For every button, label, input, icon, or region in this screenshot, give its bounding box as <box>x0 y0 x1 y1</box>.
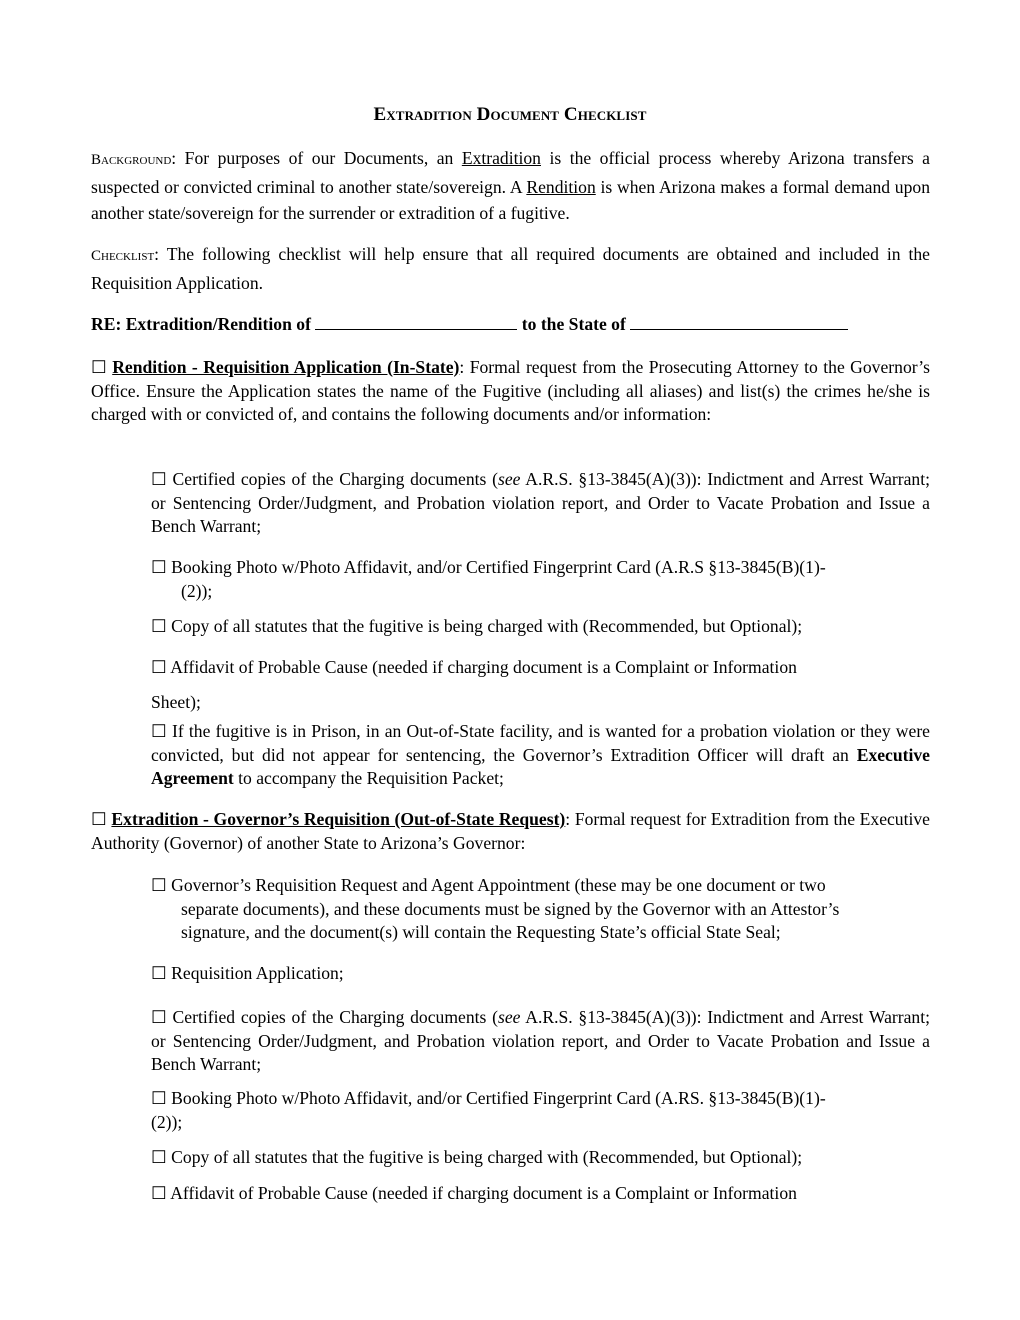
rendition-item-charging-docs: ☐ Certified copies of the Charging documents (see A.R.S. §13-3845(A)(3)): Indictment and Arrest Warrant; or Sentencing Order/Judgment, and Probation violation report, and Order to Vacate Probation and Issue a Bench Warrant; <box>151 469 930 536</box>
extradition-item-requisition-application: ☐ Requisition Application; <box>151 962 344 986</box>
state-field[interactable] <box>630 313 848 330</box>
rendition-item1-checkbox[interactable]: ☐ <box>151 469 167 489</box>
extradition-item-booking-photo: ☐ Booking Photo w/Photo Affidavit, and/or Certified Fingerprint Card (A.RS. §13-3845(B)(1)- (2)); <box>151 1088 826 1132</box>
extradition-item1-checkbox[interactable]: ☐ <box>151 875 167 895</box>
extradition-item3-checkbox[interactable]: ☐ <box>151 1007 167 1027</box>
checklist-label: Checklist <box>91 248 155 264</box>
extradition-item4-checkbox[interactable]: ☐ <box>151 1088 167 1108</box>
rendition-item5-checkbox[interactable]: ☐ <box>151 721 167 741</box>
rendition-item-statutes: ☐ Copy of all statutes that the fugitive is being charged with (Recommended, but Optional); <box>151 615 802 639</box>
extradition-item-statutes: ☐ Copy of all statutes that the fugitive is being charged with (Recommended, but Optional); <box>151 1146 802 1170</box>
extradition-term: Extradition <box>461 148 541 168</box>
rendition-term: Rendition <box>526 176 596 197</box>
background-paragraph: Background: For purposes of our Documents, an Extradition is the official process whereby Arizona transfers a suspected or convicted criminal to another state/sovereign. A Rendition is when Arizona makes a formal demand upon another state/sovereign for the surrender or extradition of a fugitive. <box>91 148 930 223</box>
extradition-item6-checkbox[interactable]: ☐ <box>151 1183 167 1203</box>
checklist-paragraph: Checklist: The following checklist will help ensure that all required documents are obtained and included in the Requisition Application. <box>91 244 930 293</box>
page-title: Extradition Document Checklist <box>373 104 647 125</box>
extradition-section-heading: ☐ Extradition - Governor’s Requisition (Out-of-State Request): Formal request for Extradition from the Executive Authority (Governor) of another State to Arizona’s Governor: <box>91 809 930 853</box>
extradition-item2-checkbox[interactable]: ☐ <box>151 963 167 983</box>
extradition-item-charging-docs: ☐ Certified copies of the Charging documents (see A.R.S. §13-3845(A)(3)): Indictment and Arrest Warrant; or Sentencing Order/Judgment, and Probation violation report, and Order to Vacate Probation and Issue a Bench Warrant; <box>151 1007 930 1074</box>
background-label: Background <box>91 152 172 168</box>
rendition-section-heading: ☐ Rendition - Requisition Application (In-State): Formal request from the Prosecuting Attorney to the Governor’s Office. Ensure the Application states the name of the Fugitive (including all aliases) and list(s) the crimes he/she is charged with or convicted of, and contains the following documents and/or information: <box>91 357 930 424</box>
re-line: RE: Extradition/Rendition of to the State of <box>91 313 848 335</box>
rendition-heading: Rendition - Requisition Application (In-State) <box>112 357 460 377</box>
extradition-item-probable-cause: ☐ Affidavit of Probable Cause (needed if charging document is a Complaint or Information <box>151 1182 797 1206</box>
extradition-item5-checkbox[interactable]: ☐ <box>151 1147 167 1167</box>
rendition-checkbox[interactable]: ☐ <box>91 357 107 377</box>
rendition-item-probable-cause: ☐ Affidavit of Probable Cause (needed if charging document is a Complaint or Information Sheet); <box>151 650 797 720</box>
rendition-item3-checkbox[interactable]: ☐ <box>151 616 167 636</box>
fugitive-name-field[interactable] <box>315 313 517 330</box>
rendition-item-executive-agreement: ☐ If the fugitive is in Prison, in an Out-of-State facility, and is wanted for a probation violation or they were convicted, but did not appear for sentencing, the Governor’s Extradition Officer will draft an Executive Agreement to accompany the Requisition Packet; <box>151 721 930 788</box>
extradition-item-governor-request: ☐ Governor’s Requisition Request and Agent Appointment (these may be one document or two separate documents), and these documents must be signed by the Governor with an Attestor’s signature, and the document(s) will contain the Requesting State’s official State Seal; <box>151 875 840 942</box>
rendition-item2-checkbox[interactable]: ☐ <box>151 557 167 577</box>
extradition-checkbox[interactable]: ☐ <box>91 809 107 829</box>
rendition-item-booking-photo: ☐ Booking Photo w/Photo Affidavit, and/or Certified Fingerprint Card (A.R.S §13-3845(B)(1)- (2)); <box>151 557 826 601</box>
extradition-heading: Extradition - Governor’s Requisition (Out-of-State Request) <box>111 809 566 829</box>
rendition-item4-checkbox[interactable]: ☐ <box>151 657 167 677</box>
